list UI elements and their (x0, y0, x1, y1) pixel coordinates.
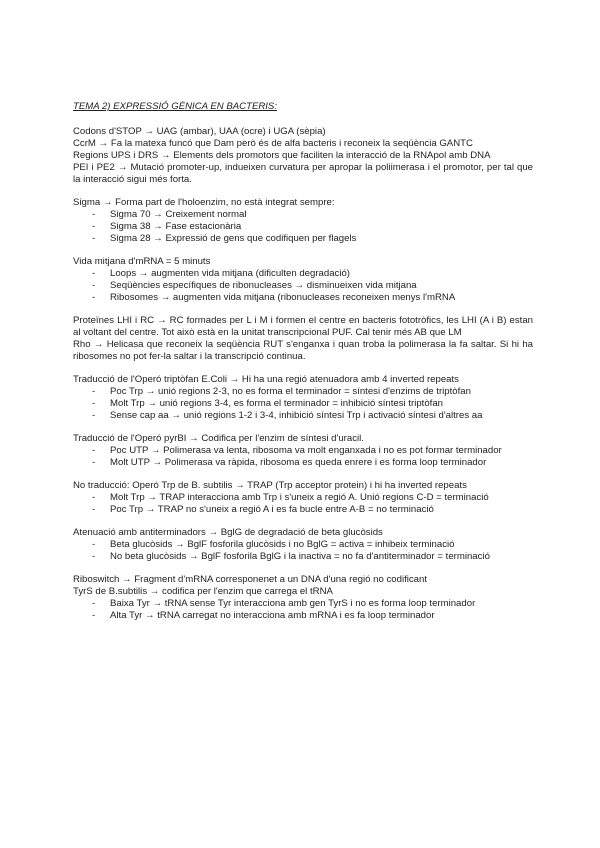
bullet-list (73, 209, 533, 245)
text-line: Proteïnes LHI i RC → RC formades per L i M i formen el centre en bacteris fototròfics, les LHI (A i B) estan al voltant del centre. Tot això està en la unitat transcripcional PUF. Cal tenir més AB que LM (73, 315, 533, 338)
list-item: - Molt UTP → Polimerasa va ràpida, ribosoma es queda enrere i es forma loop terminador (73, 457, 533, 469)
list-item: - Poc UTP → Polimerasa va lenta, ribosoma va molt enganxada i no es pot formar terminador (73, 445, 533, 457)
list-item: - Sigma 38 → Fase estacionària (73, 221, 533, 233)
bullet-list (73, 539, 533, 563)
list-item: - Baixa Tyr → tRNA sense Tyr interacciona amb gen TyrS i no es forma loop terminador (73, 598, 533, 610)
text-line: Sigma → Forma part de l'holoenzim, no està integrat sempre: (73, 197, 335, 208)
text-line: Traducció de l'Operó triptòfan E.Coli → Hi ha una regió atenuadora amb 4 inverted repeats (73, 374, 459, 385)
section-riboswitch (73, 574, 533, 622)
list-item: - Sense cap aa → unió regions 1-2 i 3-4, inhibició síntesi Trp i activació síntesi d'altres aa (73, 410, 533, 422)
text-line: PEI i PE2 → Mutació promoter-up, indueixen curvatura per apropar la poliimerasa i el promotor, per tal que la interacció sigui més forta. (73, 162, 533, 185)
section-trp-bsubtilis (73, 480, 533, 516)
text-line: No traducció: Operó Trp de B. subtilis → TRAP (Trp acceptor protein) i hi ha inverted repeats (73, 480, 467, 491)
list-item: - Sigma 70 → Creixement normal (73, 209, 533, 221)
document-title: TEMA 2) EXPRESSIÓ GÈNICA EN BACTERIS: (73, 101, 277, 112)
section-stop-codons (73, 126, 533, 186)
text-line: Traducció de l'Operó pyrBI → Codifica per l'enzim de síntesi d'uracil. (73, 433, 364, 444)
section-mrna-half-life (73, 256, 533, 304)
bullet-list (73, 492, 533, 516)
list-item: - Ribosomes → augmenten vida mitjana (ribonucleases reconeixen menys l'mRNA (73, 292, 533, 304)
text-line: Regions UPS i DRS → Elements dels promotors que faciliten la interacció de la RNApol amb DNA (73, 150, 491, 161)
bullet-list (73, 598, 533, 622)
list-item: - Seqüències específiques de ribonucleases → disminueixen vida mitjana (73, 280, 533, 292)
list-item: - Poc Trp → TRAP no s'uneix a regió A i es fa bucle entre A-B = no terminació (73, 504, 533, 516)
text-line: Vida mitjana d'mRNA = 5 minuts (73, 256, 211, 267)
section-trp-operon-ecoli (73, 374, 533, 422)
section-pyrbi-operon (73, 433, 533, 469)
text-line: CcrM → Fa la matexa funcó que Dam però és de alfa bacteris i reconeix la seqüència GANTC (73, 138, 473, 149)
list-item: - Sigma 28 → Expressió de gens que codifiquen per flagels (73, 233, 533, 245)
list-item: - Loops → augmenten vida mitjana (dificulten degradació) (73, 268, 533, 280)
text-line: TyrS de B.subtilis → codifica per l'enzim que carrega el tRNA (73, 586, 333, 597)
text-line: Codons d'STOP → UAG (ambar), UAA (ocre) i UGA (sèpia) (73, 126, 326, 137)
list-item: - Molt Trp → unió regions 3-4, es forma el terminador = inhibició síntesi triptòfan (73, 398, 533, 410)
list-item: - Poc Trp → unió regions 2-3, no es forma el terminador = síntesi d'enzims de triptòfan (73, 386, 533, 398)
bullet-list (73, 386, 533, 422)
text-line: Rho → Helicasa que reconeix la seqüència RUT s'enganxa i quan troba la polimerasa la fa saltar. Si hi ha ribosomes no pot fer-la saltar i la transcripció continua. (73, 339, 533, 362)
section-antiterminators (73, 527, 533, 563)
list-item: - Beta glucòsids → BglF fosforila glucòsids i no BglG = activa = inhibeix terminació (73, 539, 533, 551)
section-lhi-rho (73, 315, 533, 363)
section-sigma (73, 197, 533, 245)
text-line: Riboswitch → Fragment d'mRNA corresponenet a un DNA d'una regió no codificant (73, 574, 428, 585)
list-item: - Alta Tyr → tRNA carregat no interacciona amb mRNA i es fa loop terminador (73, 610, 533, 622)
list-item: - No beta glucòsids → BglF fosforila BglG i la inactiva = no fa d'antiterminador = terminació (73, 551, 533, 563)
list-item: - Molt Trp → TRAP interacciona amb Trp i s'uneix a regió A. Unió regions C-D = terminació (73, 492, 533, 504)
document-body (73, 101, 533, 633)
bullet-list (73, 445, 533, 469)
text-line: Atenuació amb antiterminadors → BglG de degradació de beta glucòsids (73, 527, 383, 538)
bullet-list (73, 268, 533, 304)
